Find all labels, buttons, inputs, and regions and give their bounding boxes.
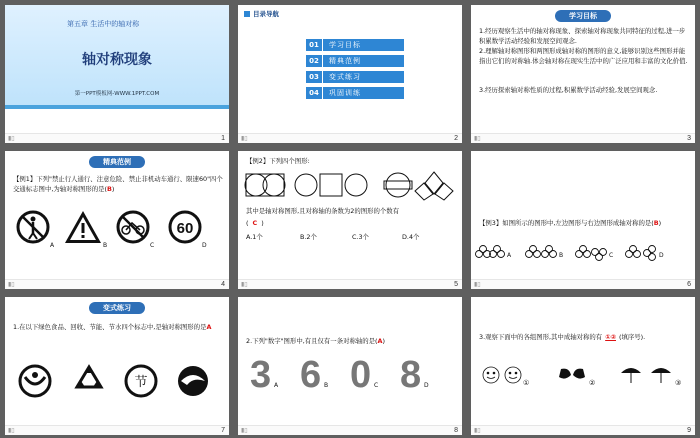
- slide-thumbnail-5[interactable]: [238, 151, 462, 289]
- slide-number: 5: [454, 281, 458, 288]
- answer-line: ( C ): [246, 219, 264, 227]
- answer: A: [377, 337, 383, 345]
- footer-logo-icon: ▮▯: [241, 281, 248, 288]
- slide-number: 3: [687, 135, 691, 142]
- slide-footer: [471, 133, 695, 143]
- speed-limit-sign-icon: [170, 212, 200, 242]
- bows-icon: [559, 369, 585, 379]
- toc-heading-text: 目录导航: [253, 10, 279, 18]
- pairs-figure: [471, 363, 695, 393]
- slide-number: 9: [687, 427, 691, 434]
- slide-number: 6: [687, 281, 691, 288]
- question-text: [479, 219, 689, 229]
- traffic-signs-figure: [5, 207, 229, 257]
- option-label: C: [609, 252, 614, 259]
- question-body: 1.在以下绿色食品、回收、节能、节水四个标志中,是轴对称图形的是: [13, 323, 207, 331]
- question-text: [479, 333, 689, 343]
- site-label: 第一PPT模板网-WWW.1PPT.COM: [74, 91, 160, 97]
- warning-sign-icon: [65, 211, 101, 243]
- question-text: [246, 337, 456, 347]
- slide-title: 轴对称现象: [82, 52, 152, 68]
- slide-footer: [471, 279, 695, 289]
- pair-label: ②: [589, 379, 596, 387]
- slide-footer: [238, 279, 462, 289]
- footer-logo-icon: ▮▯: [474, 135, 481, 142]
- slide-number: 4: [221, 281, 225, 288]
- digit-shape-d: 8: [400, 354, 422, 393]
- section-tag: 变式练习: [89, 302, 145, 314]
- pair-label: ①: [523, 379, 530, 387]
- answer: B: [107, 184, 112, 193]
- option-label: D: [659, 252, 664, 259]
- slide-thumbnail-9[interactable]: [471, 297, 695, 435]
- digit-shape-c: 0: [350, 354, 372, 393]
- digit-shapes-figure: [238, 353, 462, 393]
- question-body: 【例3】如图所示的图形中,左边图形与右边图形成轴对称的是(: [479, 219, 654, 227]
- toc-item-number: 01: [306, 39, 323, 51]
- option-c[interactable]: C.3个: [352, 233, 369, 241]
- slide-number: 2: [454, 135, 458, 142]
- water-saving-logo-icon: [178, 366, 208, 396]
- question-body: 2.下列"数字"图形中,有且仅有一条对称轴的是(: [246, 337, 378, 345]
- slide-thumbnail-6[interactable]: [471, 151, 695, 289]
- footer-logo-icon: ▮▯: [241, 135, 248, 142]
- slide-footer: [5, 279, 229, 289]
- footer-logo-icon: ▮▯: [241, 427, 248, 434]
- option-label: D: [424, 382, 429, 389]
- no-pedestrian-sign-icon: [18, 212, 48, 242]
- smiley-faces-icon: [483, 367, 521, 383]
- sign-label: D: [202, 242, 207, 249]
- section-tag: 学习目标: [555, 10, 611, 22]
- shapes-figure: [238, 169, 462, 201]
- sign-label: A: [50, 242, 55, 249]
- option-label: A: [274, 382, 279, 389]
- slide-footer: [5, 425, 229, 435]
- question-body: 其中是轴对称图形,且对称轴的条数为2的图形的个数有: [246, 207, 400, 215]
- answer: B: [653, 219, 659, 227]
- chapter-label: 第五章 生活中的轴对称: [67, 20, 140, 28]
- slide-thumbnail-3[interactable]: [471, 5, 695, 143]
- umbrellas-icon: [621, 368, 671, 383]
- energy-saving-logo-icon: [126, 366, 156, 396]
- green-food-logo-icon: [20, 366, 50, 396]
- slide-thumbnail-4[interactable]: [5, 151, 229, 289]
- question-body: 【例1】下列"禁止行人通行、注意危险、禁止非机动车通行、限速60"四个交通标志图中,为轴对称图形的是(: [13, 175, 223, 193]
- option-label: C: [374, 382, 379, 389]
- question-close: ): [382, 337, 385, 345]
- slide-number: 8: [454, 427, 458, 434]
- svg-text:节: 节: [134, 375, 148, 390]
- logos-figure: [5, 363, 229, 403]
- slide-footer: [238, 133, 462, 143]
- toc-item-3[interactable]: [306, 71, 404, 83]
- objective-2: 2.理解轴对称图形和两图形成轴对称的图形的意义,能够识别这些图形并能指出它们的对称轴.体会轴对称在现实生活中的广泛应用和丰富的文化价值.: [479, 47, 688, 65]
- slide-number: 7: [221, 427, 225, 434]
- footer-logo-icon: ▮▯: [8, 135, 15, 142]
- question-close: ): [658, 219, 662, 227]
- question-intro: 【例2】下列四个图形:: [246, 157, 310, 165]
- diamonds-shape-icon: [415, 172, 453, 200]
- toc-item-label: 巩固训练: [329, 89, 361, 97]
- recycle-logo-icon: [77, 367, 101, 387]
- question-tail: (填序号).: [619, 333, 646, 341]
- circle-square-circle-shape-icon: [295, 174, 367, 196]
- question-close: ): [111, 184, 115, 193]
- answer: ①②: [605, 333, 616, 341]
- no-bicycle-sign-icon: [118, 212, 148, 242]
- slide-thumbnail-2[interactable]: [238, 5, 462, 143]
- toc-item-label: 学习目标: [329, 41, 361, 49]
- slide-thumbnail-8[interactable]: [238, 297, 462, 435]
- title-band: [5, 105, 229, 109]
- club-pair-d-icon: [626, 246, 656, 261]
- digit-shape-a: 3: [250, 354, 272, 393]
- option-d[interactable]: D.4个: [402, 233, 420, 241]
- slide-footer: [471, 425, 695, 435]
- toc-item-number: 02: [306, 55, 323, 67]
- sign-label: C: [150, 242, 155, 249]
- answer: A: [206, 323, 212, 331]
- toc-heading: [244, 9, 279, 18]
- answer: C: [252, 219, 258, 227]
- slide-thumbnail-7[interactable]: [5, 297, 229, 435]
- footer-logo-icon: ▮▯: [474, 281, 481, 288]
- pair-label: ③: [675, 379, 682, 387]
- footer-logo-icon: ▮▯: [8, 281, 15, 288]
- two-circles-shape-icon: [245, 174, 285, 196]
- option-a[interactable]: A.1个: [246, 233, 263, 241]
- toc-bullet-icon: [244, 11, 250, 17]
- sign-label: B: [103, 242, 108, 249]
- slide-thumbnail-1[interactable]: [5, 5, 229, 143]
- objective-1: 1.经历观察生活中的轴对称现象、探索轴对称现象共同特征的过程,进一步积累数学活动经验和发展空间观念.: [479, 27, 686, 45]
- option-b[interactable]: B.2个: [300, 233, 317, 241]
- option-label: A: [507, 252, 512, 259]
- question-body: 3.观察下面中的各组图形,其中成轴对称的有: [479, 333, 603, 341]
- slide-footer: [5, 133, 229, 143]
- objective-3: 3.经历探索轴对称性质的过程,积累数学活动经验,发展空间观念.: [479, 86, 658, 94]
- footer-logo-icon: ▮▯: [474, 427, 481, 434]
- footer-logo-icon: ▮▯: [8, 427, 15, 434]
- svg-text:60: 60: [176, 220, 194, 237]
- slide-number: 1: [221, 135, 225, 142]
- toc-item-4[interactable]: [306, 87, 404, 99]
- digit-shape-b: 6: [300, 354, 322, 393]
- toc-item-label: 变式练习: [329, 73, 361, 81]
- club-shapes-figure: [471, 243, 695, 265]
- toc-item-number: 03: [306, 71, 323, 83]
- question-text: [13, 175, 223, 194]
- toc-item-number: 04: [306, 87, 323, 99]
- toc-item-2[interactable]: [306, 55, 404, 67]
- circle-bar-shape-icon: [384, 173, 412, 197]
- question-text: [13, 323, 223, 333]
- slide-footer: [238, 425, 462, 435]
- club-pair-a-icon: [476, 246, 505, 258]
- option-label: B: [324, 382, 329, 389]
- question-text: [246, 207, 456, 217]
- option-label: B: [559, 252, 564, 259]
- section-tag: 精典范例: [89, 156, 145, 168]
- club-pair-b-icon: [526, 246, 557, 258]
- toc-item-label: 精典范例: [329, 57, 361, 65]
- club-pair-c-icon: [576, 246, 607, 261]
- toc-item-1[interactable]: [306, 39, 404, 51]
